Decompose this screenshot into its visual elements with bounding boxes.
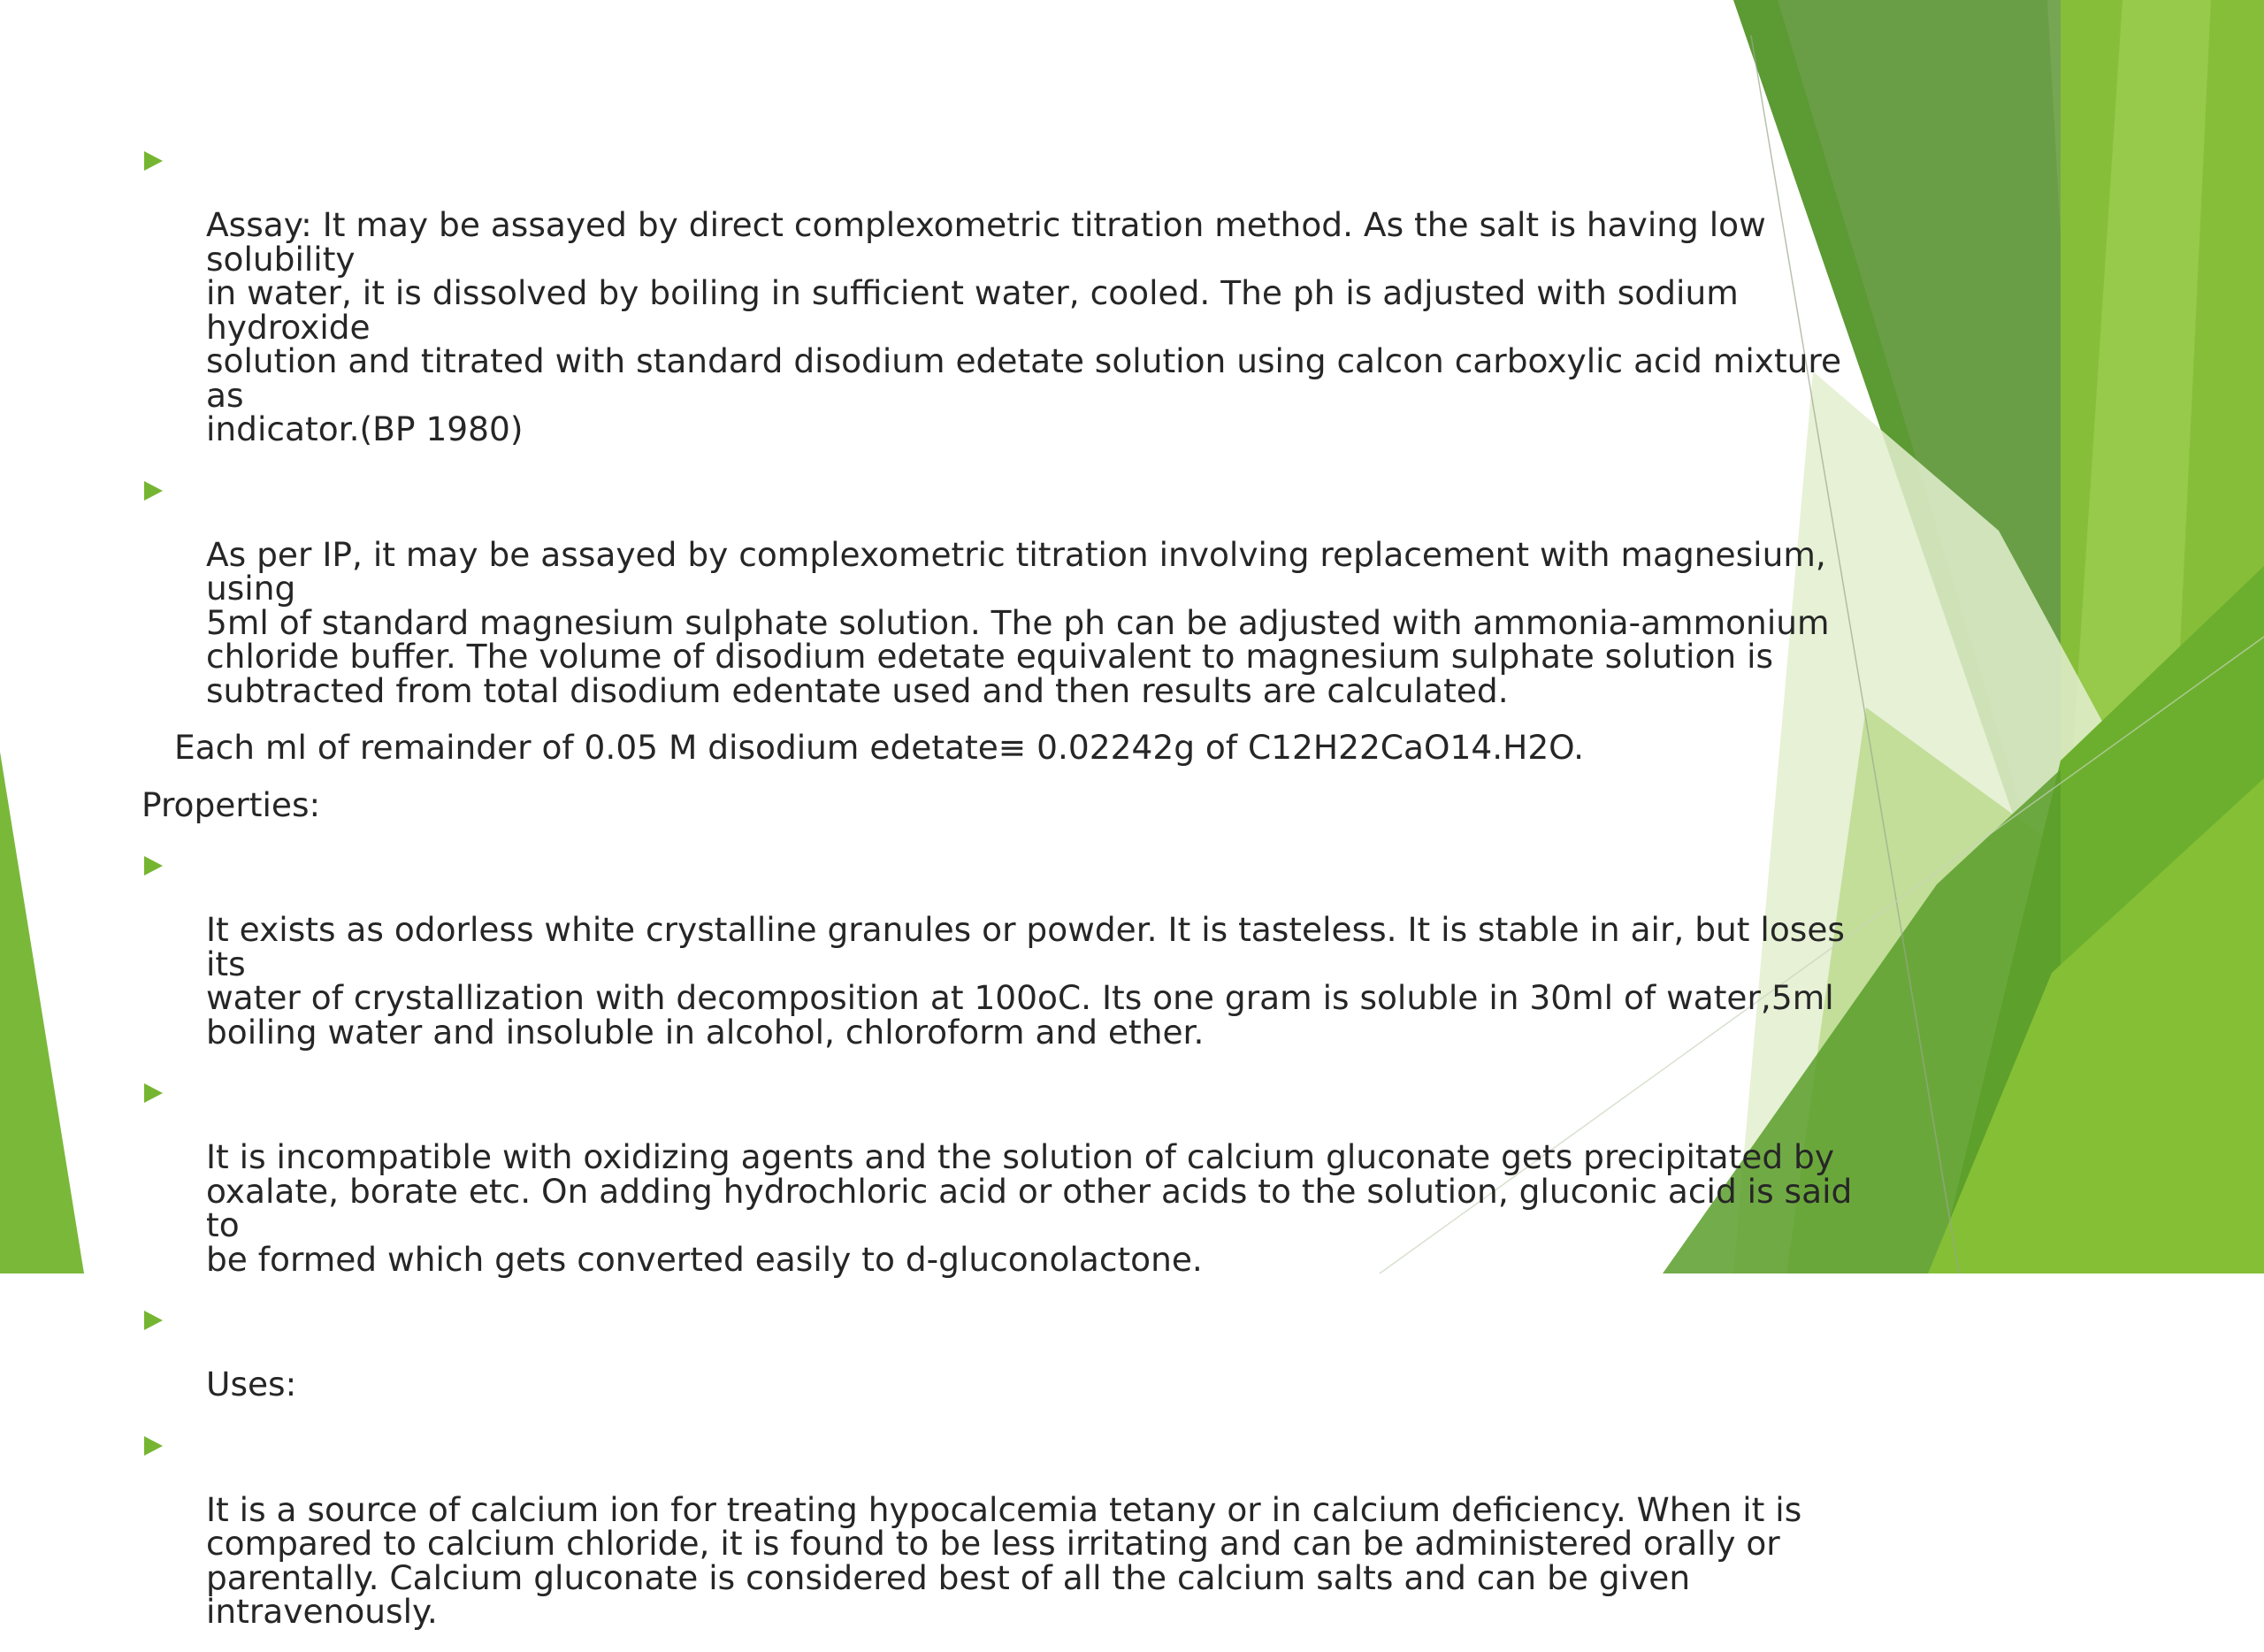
bullet-property-2	[142, 1072, 1875, 1279]
bullet-assay-ip	[142, 470, 1875, 708]
bullet-uses-heading	[142, 1299, 1875, 1402]
bullet-arrow-icon	[144, 1436, 163, 1456]
property-1-text: It exists as odorless white crystalline granules or powder. It is tasteless. It is stable in air, but loses its water of crystallization with decomposition at 100oC. Its one gram is soluble in 30ml of water,5ml boiling water and insoluble in alcohol, chloroform and ether.	[206, 910, 1845, 1052]
slide-content	[142, 140, 1875, 1652]
bullet-arrow-icon	[144, 151, 163, 171]
use-1-text: It is a source of calcium ion for treating hypocalcemia tetany or in calcium deficiency. When it is compared to calcium chloride, it is found to be less irritating and can be administered orally or parentally. Calcium gluconate is considered best of all the calcium salts and can be given intravenously.	[206, 1489, 1802, 1631]
properties-heading: Properties:	[142, 784, 321, 824]
assay-ip-text: As per IP, it may be assayed by complexometric titration involving replacement with magnesium, using 5ml of standard magnesium sulphate solution. The ph can be adjusted with ammonia-ammonium chloride buffer. The volume of disodium edetate equivalent to magnesium sulphate solution is subtracted from total disodium edentate used and then results are calculated.	[206, 534, 1830, 710]
facet-left-edge	[0, 752, 84, 1273]
bullet-use-1	[142, 1425, 1875, 1629]
bullet-assay-bp	[142, 140, 1875, 447]
bullet-arrow-icon	[144, 1311, 163, 1330]
assay-bp-text: Assay: It may be assayed by direct complexometric titration method. As the salt is having low solubility in water, it is dissolved by boiling in sufficient water, cooled. The ph is adjusted with sodium hydroxide solution and titrated with standard disodium edetate solution using calcon carboxylic acid mixture as indicator.(BP 1980)	[206, 205, 1842, 448]
property-2-text: It is incompatible with oxidizing agents and the solution of calcium gluconate gets precipitated by oxalate, borate etc. On adding hydrochloric acid or other acids to the solution, gluconic acid is said to be formed which gets converted easily to d-gluconolactone.	[206, 1137, 1853, 1279]
bullet-property-1	[142, 845, 1875, 1052]
bullet-arrow-icon	[144, 481, 163, 501]
bullet-arrow-icon	[144, 1083, 163, 1103]
equivalence-line: Each ml of remainder of 0.05 M disodium edetate≡ 0.02242g of C12H22CaO14.H2O.	[174, 728, 1585, 767]
bullet-arrow-icon	[144, 856, 163, 876]
uses-heading-text: Uses:	[206, 1365, 297, 1403]
